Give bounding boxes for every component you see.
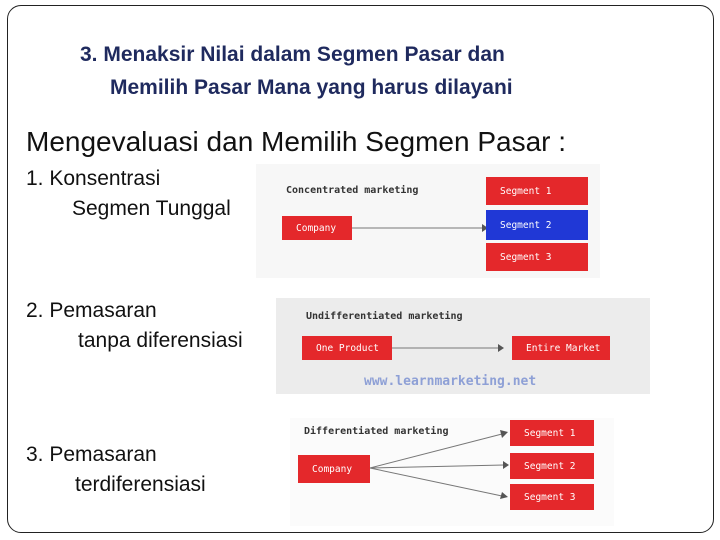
list-item-1-line1: 1. Konsentrasi <box>26 167 161 190</box>
concentrated-company-box: Company <box>282 216 352 240</box>
undifferentiated-title: Undifferentiated marketing <box>306 311 463 322</box>
differentiated-segment-2: Segment 2 <box>510 453 594 479</box>
title-line-1: 3. Menaksir Nilai dalam Segmen Pasar dan <box>80 43 505 66</box>
list-item-2 <box>26 296 243 356</box>
learnmarketing-watermark: www.learnmarketing.net <box>364 374 537 389</box>
list-item-1 <box>26 164 231 224</box>
list-item-2-line2: tanpa diferensiasi <box>78 329 243 352</box>
differentiated-title: Differentiated marketing <box>304 426 449 437</box>
concentrated-segment-3: Segment 3 <box>486 243 588 271</box>
concentrated-segment-2: Segment 2 <box>486 210 588 240</box>
slide-subtitle: Mengevaluasi dan Memilih Segmen Pasar : <box>26 126 567 157</box>
list-item-1-line2: Segmen Tunggal <box>72 197 231 220</box>
differentiated-segment-3: Segment 3 <box>510 484 594 510</box>
list-item-3-line1: 3. Pemasaran <box>26 443 157 466</box>
list-item-2-line1: 2. Pemasaran <box>26 299 157 322</box>
concentrated-title: Concentrated marketing <box>286 185 419 196</box>
concentrated-segment-1: Segment 1 <box>486 177 588 205</box>
one-product-box: One Product <box>302 336 392 360</box>
slide-title <box>60 38 660 104</box>
differentiated-marketing-diagram <box>290 418 614 526</box>
undifferentiated-marketing-diagram <box>276 298 650 394</box>
list-item-3-line2: terdiferensiasi <box>75 473 206 496</box>
differentiated-company-box: Company <box>298 455 370 483</box>
list-item-3 <box>26 440 206 500</box>
concentrated-marketing-diagram <box>256 164 600 278</box>
differentiated-segment-1: Segment 1 <box>510 420 594 446</box>
entire-market-box: Entire Market <box>512 336 610 360</box>
title-line-2: Memilih Pasar Mana yang harus dilayani <box>110 76 513 99</box>
